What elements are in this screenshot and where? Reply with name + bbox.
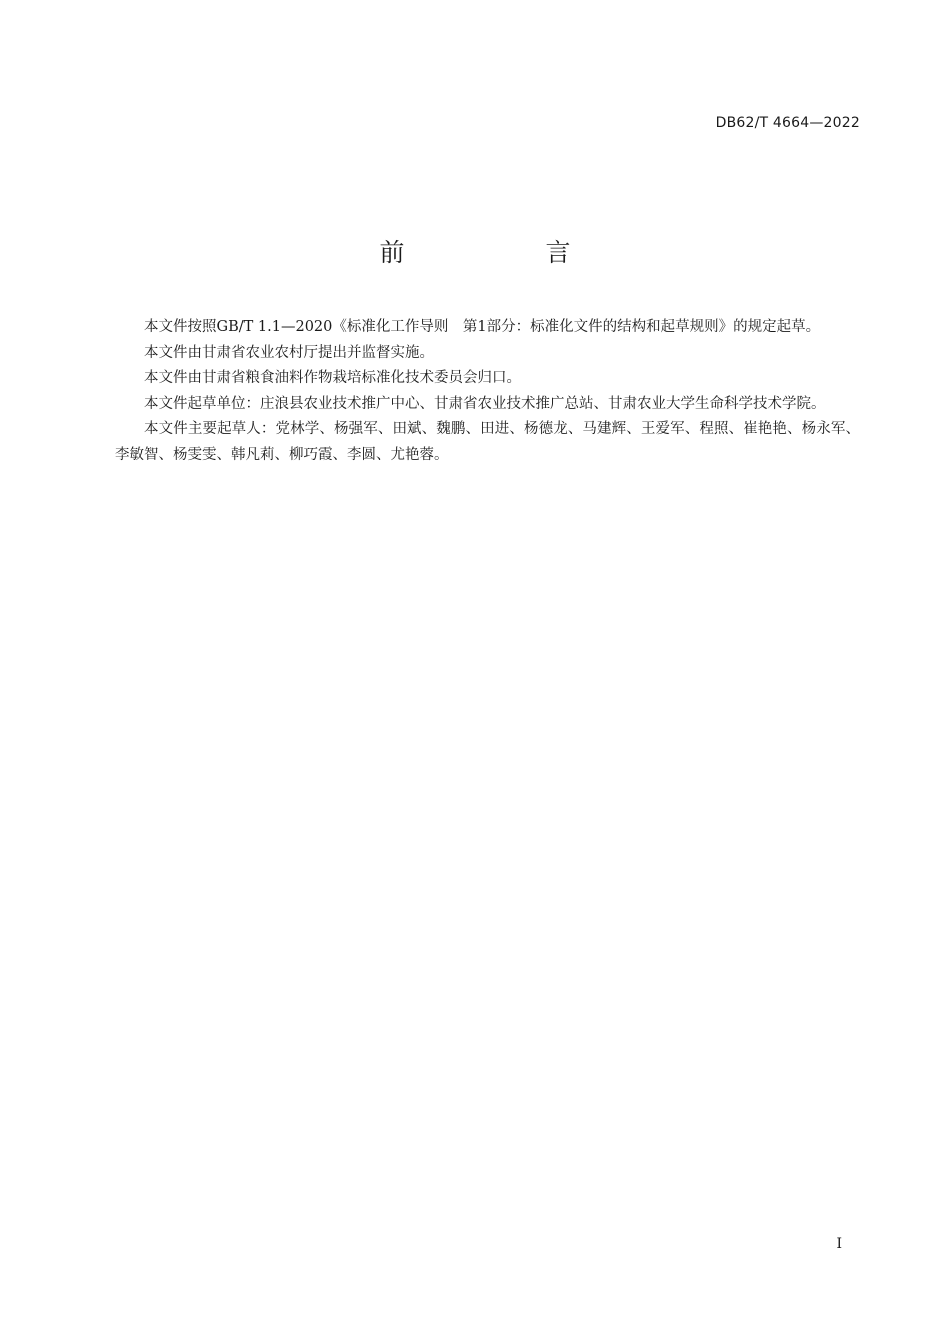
page-title: 前 言 [379, 238, 629, 267]
foreword-body [115, 315, 860, 468]
paragraph-drafting-rules: 本文件按照GB/T 1.1—2020《标准化工作导则 第1部分：标准化文件的结构和起草规则》的规定起草。 [144, 319, 821, 335]
paragraph-committee: 本文件由甘肃省粮食油料作物栽培标准化技术委员会归口。 [144, 370, 521, 386]
paragraph-proposer: 本文件由甘肃省农业农村厅提出并监督实施。 [144, 344, 434, 361]
paragraph-drafting-units: 本文件起草单位：庄浪县农业技术推广中心、甘肃省农业技术推广总站、甘肃农业大学生命科学技术学院。 [144, 395, 826, 412]
paragraph-drafters: 本文件主要起草人：党林学、杨强军、田斌、魏鹏、田进、杨德龙、马建辉、王爱军、程照、崔艳艳、杨永军、李敏智、杨雯雯、韩凡莉、柳巧霞、李圆、尤艳蓉。 [115, 421, 860, 463]
page-number: I [836, 1236, 842, 1252]
document-code: DB62/T 4664—2022 [715, 115, 860, 131]
